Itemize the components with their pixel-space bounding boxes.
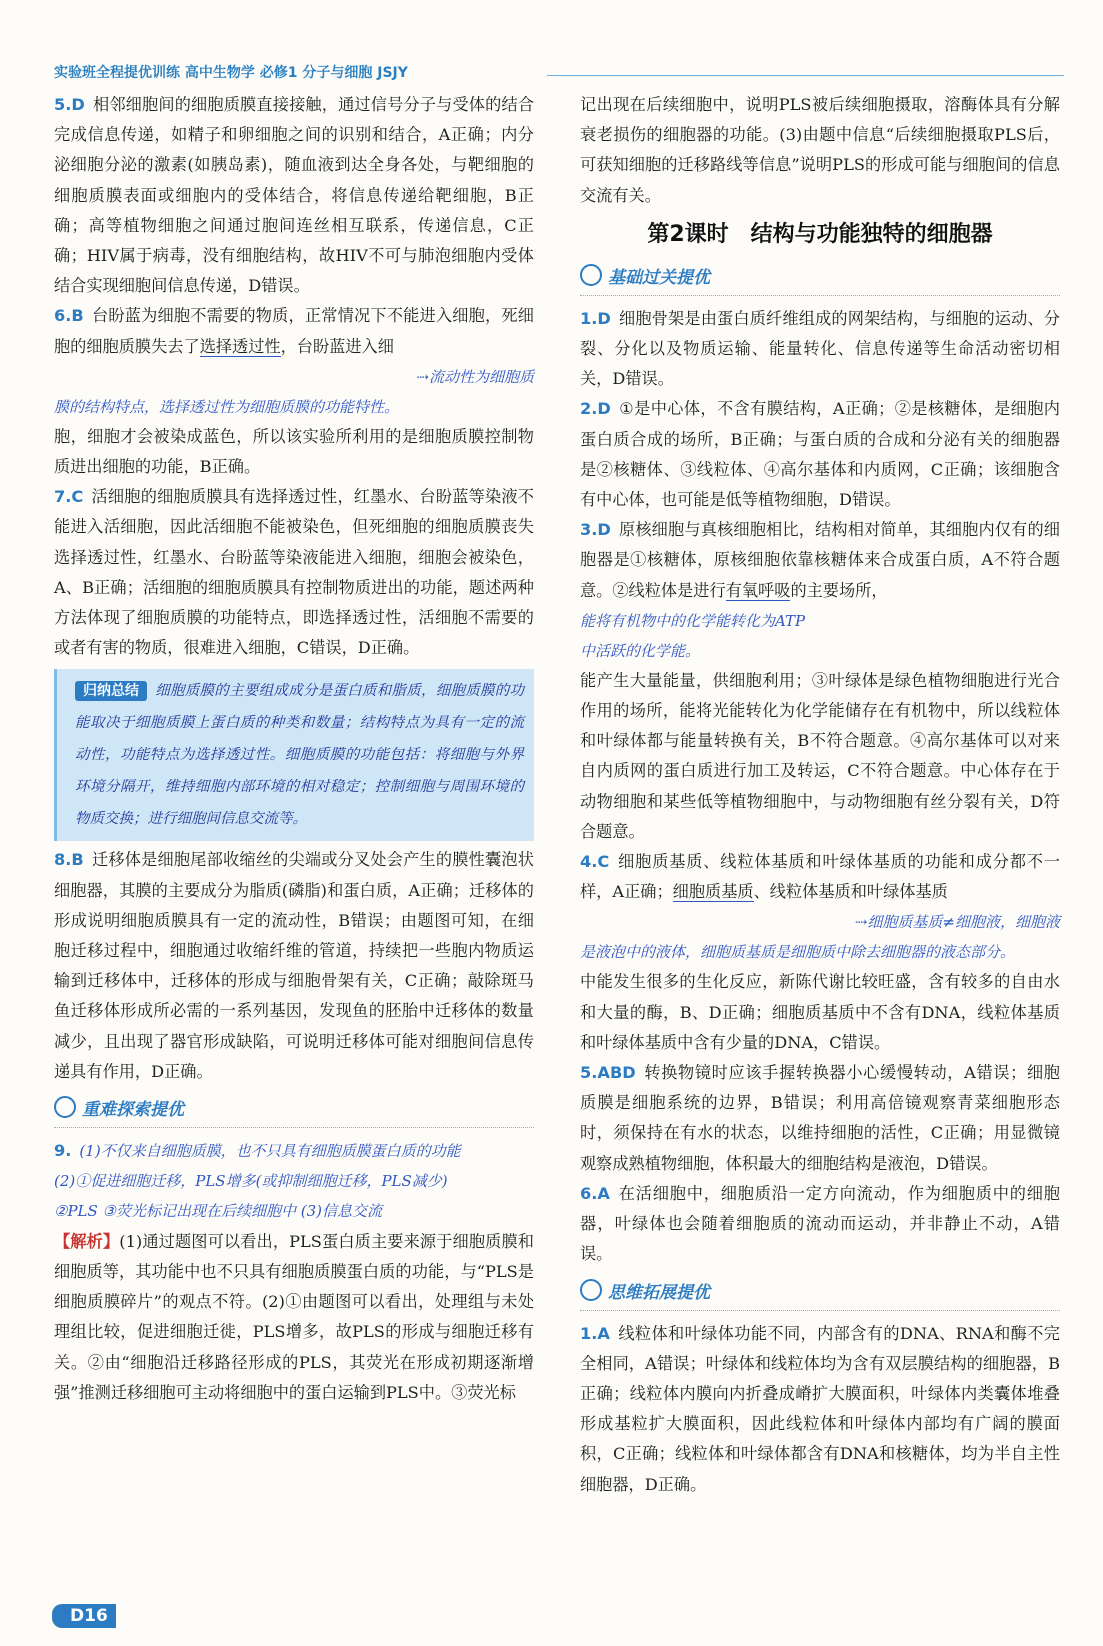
section-title: 基础过关提优 xyxy=(608,267,710,288)
bulb-icon xyxy=(54,1096,76,1118)
answer-text: 、线粒体基质和叶绿体基质 xyxy=(753,882,948,902)
answer-2 xyxy=(580,394,1060,515)
running-header xyxy=(54,62,1064,88)
handwritten-note: ⇢流动性为细胞质 xyxy=(416,367,534,386)
answer-5 xyxy=(580,1058,1060,1179)
answer-8 xyxy=(54,845,534,1087)
answer-4-cont: 中能发生很多的生化反应，新陈代谢比较旺盛，含有较多的自由水和大量的酶，B、D正确；细胞质基质中不含有DNA，线粒体基质和叶绿体基质中含有少量的DNA，C错误。 xyxy=(580,972,1060,1052)
answer-text: ②PLS ③荧光标记出现在后续细胞中 (3)信息交流 xyxy=(54,1202,383,1221)
answer-1b xyxy=(580,1319,1060,1500)
answer-6 xyxy=(54,301,534,361)
summary-text: 细胞质膜的主要组成成分是蛋白质和脂质，细胞质膜的功能取决于细胞质膜上蛋白质的种类和数量；结构特点为具有一定的流动性，功能特点为选择透过性。细胞质膜的功能包括：将细胞与外界环境分隔开，维持细胞内部环境的相对稳定；控制细胞与周围环境的物质交换；进行细胞间信息交流等。 xyxy=(75,683,524,828)
analysis-label: 【解析】 xyxy=(54,1231,120,1251)
underlined-term: 细胞质基质 xyxy=(672,882,754,902)
answer-number: 7.C xyxy=(54,487,84,507)
answer-6-cont: 胞，细胞才会被染成蓝色，所以该实验所利用的是细胞质膜控制物质进出细胞的功能，B正确。 xyxy=(54,426,534,477)
answer-text: ①是中心体，不含有膜结构，A正确；②是核糖体，是细胞内蛋白质合成的场所，B正确；与蛋白质的合成和分泌有关的细胞器是②核糖体、③线粒体、④高尔基体和内质网，C正确；该细胞含有中心体，也可能是低等植物细胞，D错误。 xyxy=(580,399,1060,510)
analysis xyxy=(54,1227,534,1408)
answer-1 xyxy=(580,304,1060,395)
answer-text: (1)不仅来自细胞质膜，也不只具有细胞质膜蛋白质的功能 xyxy=(79,1142,461,1161)
target-icon xyxy=(580,264,602,286)
summary-box xyxy=(54,669,534,841)
answer-number: 1.A xyxy=(580,1323,610,1343)
answer-6 xyxy=(580,1179,1060,1270)
summary-tag: 归纳总结 xyxy=(75,681,147,701)
answer-number: 6.B xyxy=(54,306,84,326)
answer-text: 相邻细胞间的细胞质膜直接接触，通过信号分子与受体的结合完成信息传递，如精子和卵细胞之间的识别和结合，A正确；内分泌细胞分泌的激素(如胰岛素)，随血液到达全身各处，与靶细胞的细胞质膜表面或细胞内的受体结合，将信息传递给靶细胞，B正确；高等植物细胞之间通过胞间连丝相互联系，传递信息，C正确；HIV属于病毒，没有细胞结构，故HIV不可与肺泡细胞内受体结合实现细胞间信息传递，D错误。 xyxy=(54,95,534,296)
right-column xyxy=(580,90,1060,1500)
analysis-cont: 记出现在后续细胞中，说明PLS被后续细胞摄取，溶酶体具有分解衰老损伤的细胞器的功能。(3)由题中信息“后续细胞摄取PLS后，可获知细胞的迁移路线等信息”说明PLS的形成可能与细胞间的信息交流有关。 xyxy=(580,95,1060,205)
answer-text: 台盼蓝为细胞不需要的物质，正常情况下不能进入细胞，死细胞的细胞质膜失去了 xyxy=(54,306,534,356)
answer-text: 在活细胞中，细胞质沿一定方向流动，作为细胞质中的细胞器，叶绿体也会随着细胞质的流动而运动，并非静止不动，A错误。 xyxy=(580,1183,1060,1264)
answer-5 xyxy=(54,90,534,301)
handwritten-note: 是液泡中的液体，细胞质基质是细胞质中除去细胞器的液态部分。 xyxy=(580,943,1016,962)
underlined-term: 选择透过性 xyxy=(199,336,281,356)
answer-text: ，台盼蓝进入细 xyxy=(280,336,394,356)
answer-9-3 xyxy=(54,1196,534,1226)
answer-text: 活细胞的细胞质膜具有选择透过性，红墨水、台盼蓝等染液不能进入活细胞，因此活细胞不能被染色，但死细胞的细胞质膜丧失选择透过性，红墨水、台盼蓝等染液能进入细胞，细胞会被染色，A、B正确；活细胞的细胞质膜具有控制物质进出的功能，题述两种方法体现了细胞质膜的功能特点，即选择透过性，活细胞不需要的或者有害的物质，很难进入细胞，C错误，D正确。 xyxy=(54,487,534,658)
handwritten-note: ⇢细胞质基质≠细胞液，细胞液 xyxy=(854,913,1060,932)
answer-number: 3.D xyxy=(580,520,611,540)
header-text: 实验班全程提优训练 高中生物学 必修1 分子与细胞 JSJY xyxy=(54,65,408,81)
left-column xyxy=(54,90,534,1408)
answer-3 xyxy=(580,515,1060,606)
answer-number: 4.C xyxy=(580,852,610,872)
handwritten-note: 膜的结构特点，选择透过性为细胞质膜的功能特性。 xyxy=(54,397,400,416)
page-number: D16 xyxy=(52,1604,116,1628)
section-heading xyxy=(54,1093,534,1128)
answer-3-cont: 能产生大量能量，供细胞利用；③叶绿体是绿色植物细胞进行光合作用的场所，能将光能转化为化学能储存在有机物中，所以线粒体和叶绿体都与能量转换有关，B不符合题意。④高尔基体可以对来自内质网的蛋白质进行加工及转运，C不符合题意。中心体存在于动物细胞和某些低等植物细胞中，与动物细胞有丝分裂有关，D符合题意。 xyxy=(580,670,1060,841)
answer-number: 5.D xyxy=(54,95,85,114)
answer-text: (2)①促进细胞迁移，PLS增多 xyxy=(54,1172,256,1191)
answer-number: 9. xyxy=(54,1141,72,1161)
answer-text: 的主要场所， xyxy=(790,580,888,600)
answer-7 xyxy=(54,482,534,663)
answer-number: 8.B xyxy=(54,850,84,870)
answer-text: 转换物镜时应该手握转换器小心缓慢转动，A错误；细胞质膜是细胞系统的边界，B错误；利用高倍镜观察青菜细胞形态时，须保持在有水的状态，以维持细胞的活性，C正确；用显微镜观察成熟植物细胞，体积最大的细胞结构是液泡，D错误。 xyxy=(580,1063,1060,1173)
answer-number: 5.ABD xyxy=(580,1063,636,1083)
underlined-term: 有氧呼吸 xyxy=(725,580,791,600)
section-title: 思维拓展提优 xyxy=(608,1282,710,1303)
answer-text: (或抑制细胞迁移，PLS减少) xyxy=(255,1172,448,1191)
section-heading xyxy=(580,1276,1060,1311)
answer-text: 线粒体和叶绿体功能不同，内部含有的DNA、RNA和酶不完全相同，A错误；叶绿体和线粒体均为含有双层膜结构的细胞器，B正确；线粒体内膜向内折叠成嵴扩大膜面积，叶绿体内类囊体堆叠形成基粒扩大膜面积，因此线粒体和叶绿体内部均有广阔的膜面积，C正确；线粒体和叶绿体都含有DNA和核糖体，均为半自主性细胞器，D正确。 xyxy=(580,1323,1060,1494)
handwritten-note: 中活跃的化学能。 xyxy=(580,641,701,660)
section-title: 重难探索提优 xyxy=(82,1100,184,1121)
answer-number: 2.D xyxy=(580,399,611,419)
analysis-text: (1)通过题图可以看出，PLS蛋白质主要来源于细胞质膜和细胞质等，其功能中也不只具有细胞质膜蛋白质的功能，与“PLS是细胞质膜碎片”的观点不符。(2)①由题图可以看出，处理组与未处理组比较，促进细胞迁徙，PLS增多，故PLS的形成与细胞迁移有关。②由“细胞沿迁移路径形成的PLS，其荧光在形成初期逐渐增强”推测迁移细胞可主动将细胞中的蛋白运输到PLS中。③荧光标 xyxy=(54,1231,534,1402)
header-rule xyxy=(547,75,1064,76)
atom-icon xyxy=(580,1279,602,1301)
answer-text: 迁移体是细胞尾部收缩丝的尖端或分叉处会产生的膜性囊泡状细胞器，其膜的主要成分为脂质(磷脂)和蛋白质，A正确；迁移体的形成说明细胞质膜具有一定的流动性，B错误；由题图可知，在细胞迁移过程中，细胞通过收缩纤维的管道，持续把一些胞内物质运输到迁移体中，迁移体的形成与细胞骨架有关，C正确；敲除斑马鱼迁移体形成所必需的一系列基因，发现鱼的胚胎中迁移体的数量减少，且出现了器官形成缺陷，可说明迁移体可能对细胞间信息传递具有作用，D正确。 xyxy=(54,850,534,1081)
answer-text: 细胞骨架是由蛋白质纤维组成的网架结构，与细胞的运动、分裂、分化以及物质运输、能量转化、信息传递等生命活动密切相关，D错误。 xyxy=(580,308,1060,389)
handwritten-note: 能将有机物中的化学能转化为ATP xyxy=(580,611,806,630)
answer-number: 6.A xyxy=(580,1183,610,1203)
answer-9 xyxy=(54,1136,534,1166)
lesson-title: 第2课时 结构与功能独特的细胞器 xyxy=(647,221,993,247)
answer-9-2 xyxy=(54,1166,534,1196)
answer-text: 原核细胞与真核细胞相比，结构相对简单，其细胞内仅有的细胞器是①核糖体，原核细胞依靠核糖体来合成蛋白质，A不符合题意。②线粒体是进行 xyxy=(580,520,1060,600)
answer-number: 1.D xyxy=(580,308,611,328)
answer-4 xyxy=(580,847,1060,907)
section-heading xyxy=(580,261,1060,296)
answer-text: 细胞质基质、线粒体基质和叶绿体基质的功能和成分都不一样，A正确； xyxy=(580,852,1060,902)
